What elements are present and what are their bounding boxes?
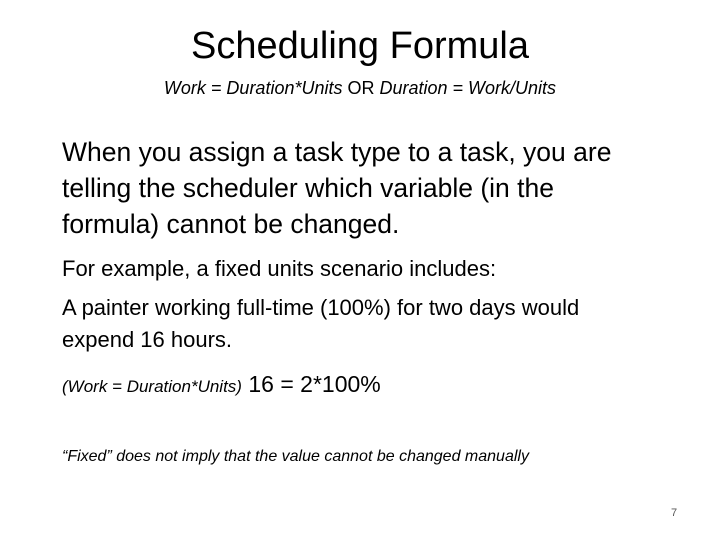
paragraph-line: expend 16 hours. — [62, 327, 233, 352]
subtitle-formula-work: Work = Duration*Units — [163, 78, 343, 98]
paragraph-line: telling the scheduler which variable (in the — [62, 173, 554, 203]
formula-value: 16 = 2*100% — [241, 371, 381, 397]
subtitle-formula-duration: Duration = Work/Units — [379, 78, 557, 98]
paragraph-line: formula) cannot be changed. — [62, 209, 400, 239]
paragraph-line: When you assign a task type to a task, you are — [62, 137, 612, 167]
paragraph-task-type — [62, 134, 702, 242]
paragraph-line: A painter working full-time (100%) for two days would — [62, 295, 580, 320]
subtitle-connector: OR — [342, 78, 380, 98]
page-number: 7 — [670, 507, 678, 519]
slide-subtitle — [0, 76, 720, 100]
formula-label: (Work = Duration*Units) — [62, 377, 242, 396]
fixed-note: “Fixed” does not imply that the value cannot be changed manually — [62, 448, 529, 465]
formula-example — [62, 366, 702, 406]
paragraph-line: For example, a fixed units scenario includes: — [62, 256, 497, 281]
slide-title: Scheduling Formula — [191, 25, 529, 67]
paragraph-painter-example — [62, 292, 702, 356]
paragraph-example-intro — [62, 254, 702, 284]
